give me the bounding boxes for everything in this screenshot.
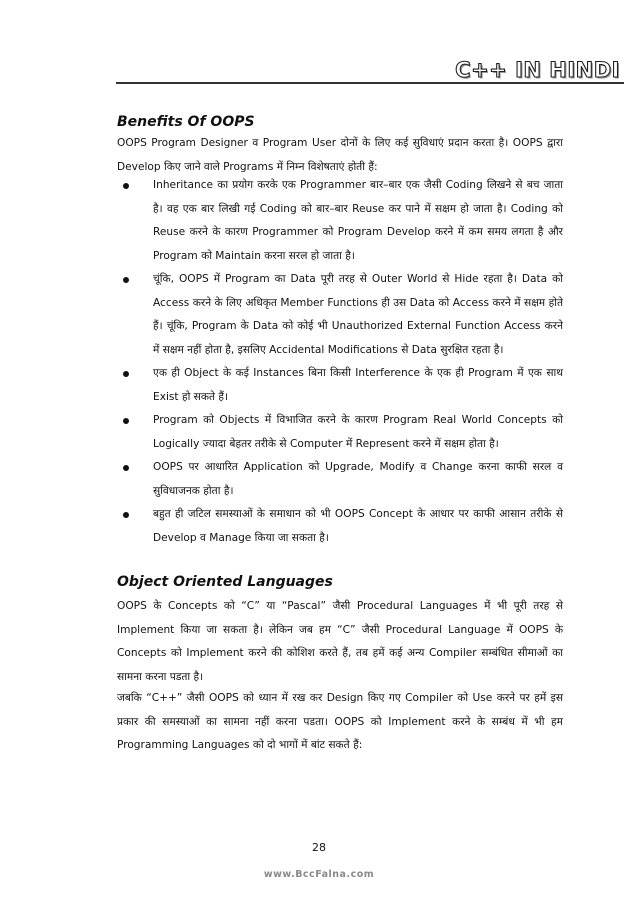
footer-website: www.BccFalna.com [263,869,375,880]
list-item [117,503,563,550]
list-item [117,174,563,268]
languages-paragraph-1: OOPS के Concepts को “C” या “Pascal” जैसी Procedural Languages में भी पूरी तरह से Implement किया जा सकता है। लेकिन जब हम “C” जैसी Procedural Language में OOPS के Concepts को Implement करने की कोशिश करते हैं, तब हमें कई अन्य Compiler सम्बंधित सीमाओं का सामना करना पडता है। [117,600,563,683]
list-item [117,409,563,456]
page-number: 28 [312,841,326,854]
bullet-icon [123,418,129,424]
bullet-text: चूंकि, OOPS में Program का Data पूरी तरह से Outer World से Hide रहता है। Data को Access करने के लिए अधिकृत Member Functions ही उस Data को Access करने में सक्षम होते हैं। चूंकि, Program के Data को कोई भी Unauthorized External Function Access करने में सक्षम नहीं होता है, इसलिए Accidental Modifications से Data सुरक्षित रहता है। [153,273,563,356]
bullet-icon [123,277,129,283]
bullet-text: Inheritance का प्रयोग करके एक Programmer बार–बार एक जैसी Coding लिखने से बच जाता है। वह एक बार लिखी गई Coding को बार–बार Reuse कर पाने में सक्षम हो जाता है। Coding को Reuse करने के कारण Programmer को Program Develop करने में कम समय लगता है और Program को Maintain करना सरल हो जाता है। [153,179,563,262]
bullet-text: एक ही Object के कई Instances बिना किसी Interference के एक ही Program में एक साथ Exist हो सकते हैं। [153,367,563,403]
list-item [117,456,563,503]
section-heading-object-oriented-languages: Object Oriented Languages [117,574,333,590]
bullet-icon [123,512,129,518]
bullet-text: बहुत ही जटिल समस्याओं के समाधान को भी OOPS Concept के आधार पर काफी आसान तरीके से Develop व Manage किया जा सकता है। [153,508,563,544]
header-title: C++ IN HINDI [455,58,620,82]
section-heading-benefits: Benefits Of OOPS [117,114,255,130]
list-item [117,362,563,409]
bullet-text: Program को Objects में विभाजित करने के कारण Program Real World Concepts को Logically ज्यादा बेहतर तरीके से Computer में Represent करने में सक्षम होता है। [153,414,563,450]
languages-paragraph-2: जबकि “C++” जैसी OOPS को ध्यान में रख कर Design किए गए Compiler को Use करने पर हमें इस प्रकार की समस्याओं का सामना नहीं करना पडता। OOPS को Implement करने के सम्बंध में भी हम Programming Languages को दो भागों में बांट सकते हैं: [117,692,563,751]
benefits-bullet-list [117,174,563,550]
bullet-icon [123,371,129,377]
header-rule [116,82,624,84]
list-item [117,268,563,362]
bullet-text: OOPS पर आधारित Application को Upgrade, Modify व Change करना काफी सरल व सुविधाजनक होता है। [153,461,563,497]
benefits-intro-paragraph: OOPS Program Designer व Program User दोनों के लिए कई सुविधाएं प्रदान करता है। OOPS द्वारा Develop किए जाने वाले Programs में निम्न विशेषताएं होती हैं: [117,137,563,173]
bullet-icon [123,183,129,189]
bullet-icon [123,465,129,471]
